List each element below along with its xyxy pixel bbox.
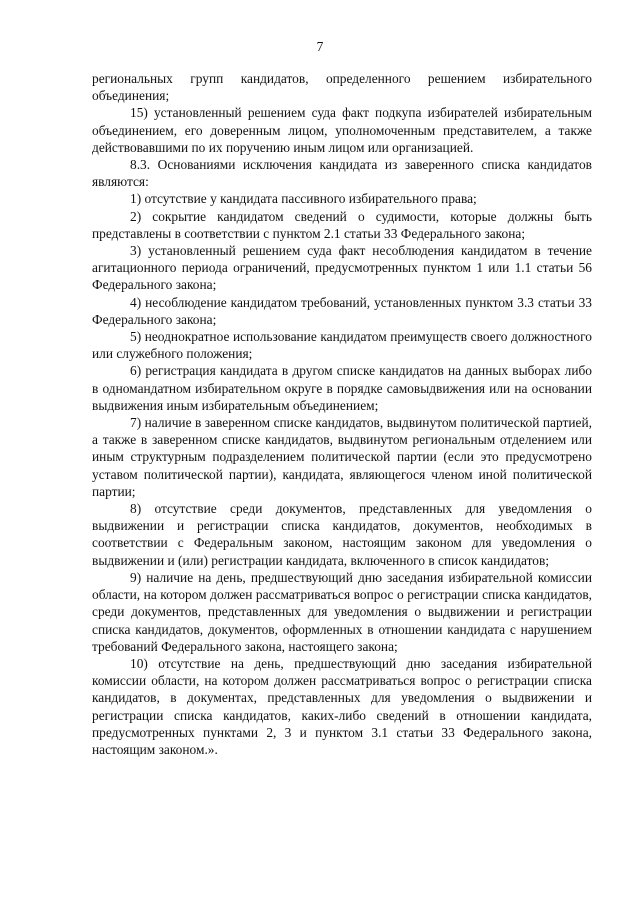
paragraph: 9) наличие на день, предшествующий дню заседания избирательной комиссии области, на котором должен рассматриваться вопрос о регистрации списка кандидатов, среди документов, представленных для уведомления о выдвижении и регистрации списка кандидатов, документов, оформленных в отношении кандидата с нарушением требований Федерального закона, настоящего закона; xyxy=(92,569,592,654)
paragraph: 6) регистрация кандидата в другом списке кандидатов на данных выборах либо в одномандатном избирательном округе в порядке самовыдвижения или на основании выдвижения иным избирательным объединением; xyxy=(92,363,592,413)
document-body xyxy=(92,70,592,758)
paragraph: 10) отсутствие на день, предшествующий дню заседания избирательной комиссии области, на котором должен рассматриваться вопрос о регистрации списка кандидатов, в документах, представленных для уведомления о выдвижении и регистрации списка кандидатов, каких-либо сведений в отношении кандидата, предусмотренных пунктами 2, 3 и пунктом 3.1 статьи 33 Федерального закона, настоящим законом.». xyxy=(92,655,592,757)
paragraph: 2) сокрытие кандидатом сведений о судимости, которые должны быть представлены в соответствии с пунктом 2.1 статьи 33 Федерального закона; xyxy=(92,208,592,241)
paragraph: 8) отсутствие среди документов, представленных для уведомления о выдвижении и регистрации списка кандидатов, документов, необходимых в соответствии с Федеральным законом, настоящим законом для уведомления о выдвижении и (или) регистрации кандидата, включенного в список кандидатов; xyxy=(92,501,592,568)
paragraph: 15) установленный решением суда факт подкупа избирателей избирательным объединением, его доверенным лицом, уполномоченным представителем, а также действовавшими по их поручению иным лицом или организацией. xyxy=(92,105,592,155)
paragraph: 8.3. Основаниями исключения кандидата из заверенного списка кандидатов являются: xyxy=(92,157,592,190)
page-number: 7 xyxy=(316,39,324,54)
paragraph: 7) наличие в заверенном списке кандидатов, выдвинутом политической партией, а также в заверенном списке кандидатов, выдвинутом региональным отделением или иным структурным подразделением политической партии (если это предусмотрено уставом политической партии), кандидата, являющегося членом иной политической партии; xyxy=(92,415,592,499)
paragraph: 1) отсутствие у кандидата пассивного избирательного права; xyxy=(130,191,477,207)
paragraph: 3) установленный решением суда факт несоблюдения кандидатом в течение агитационного периода ограничений, предусмотренных пунктом 1 или 1.1 статьи 56 Федерального закона; xyxy=(92,243,592,293)
paragraph: 5) неоднократное использование кандидатом преимуществ своего должностного или служебного положения; xyxy=(92,329,592,362)
paragraph: региональных групп кандидатов, определенного решением избирательного объединения; xyxy=(92,71,592,104)
paragraph: 4) несоблюдение кандидатом требований, установленных пунктом 3.3 статьи 33 Федерального закона; xyxy=(92,294,592,327)
